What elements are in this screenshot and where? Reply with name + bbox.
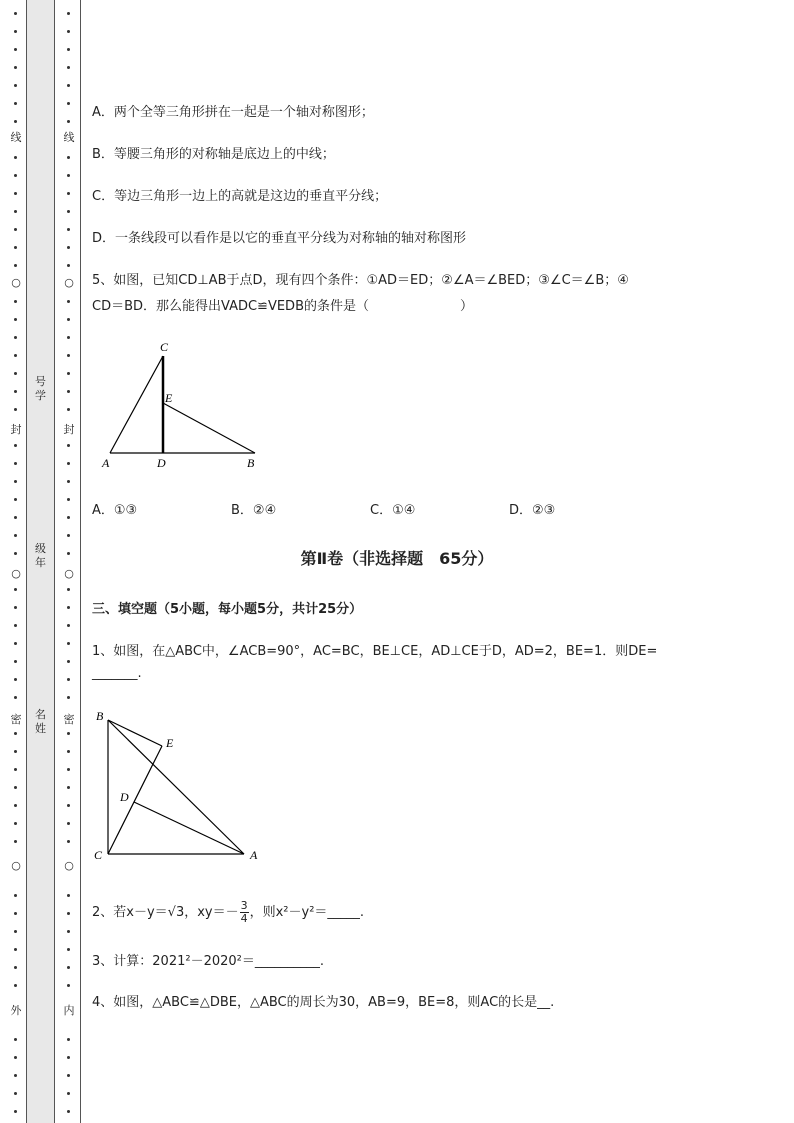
q4-option-c: C．等边三角形一边上的高就是这边的垂直平分线；: [92, 189, 388, 204]
left-binding-dot: [14, 300, 17, 303]
right-binding-dot: [67, 696, 70, 699]
left-binding-dot: [14, 840, 17, 843]
left-binding-dot: [14, 930, 17, 933]
fill2-frac-num: 3: [240, 899, 248, 912]
left-binding-dot: [14, 336, 17, 339]
right-binding-dot: [67, 1110, 70, 1113]
left-binding-dot: [14, 12, 17, 15]
right-binding-dot: [67, 264, 70, 267]
left-binding-mark: 密: [6, 714, 26, 726]
left-binding-dot: [14, 624, 17, 627]
fill1-label-d: D: [120, 790, 129, 804]
fill1-label-e: E: [166, 736, 174, 750]
right-binding-dot: [67, 678, 70, 681]
left-binding-dot: [14, 498, 17, 501]
left-binding-mark: ○: [6, 568, 26, 580]
q5-label-b: B: [247, 456, 255, 470]
left-binding-dot: [14, 318, 17, 321]
q4-option-d: D．一条线段可以看作是以它的垂直平分线为对称轴的轴对称图形: [92, 231, 467, 246]
left-binding-mark: 线: [6, 132, 26, 144]
part2-title: 第Ⅱ卷（非选择题 65分）: [300, 549, 494, 568]
left-binding-dot: [14, 894, 17, 897]
right-binding-dot: [67, 48, 70, 51]
left-binding-dot: [14, 948, 17, 951]
q5-label-c: C: [160, 340, 169, 354]
right-binding-mark: 线: [59, 132, 79, 144]
left-binding-mark: ○: [6, 860, 26, 872]
right-binding-dot: [67, 246, 70, 249]
q4-option-b: B．等腰三角形的对称轴是底边上的中线；: [92, 147, 335, 162]
right-binding-dot: [67, 966, 70, 969]
right-binding-dot: [67, 300, 70, 303]
right-binding-dot: [67, 912, 70, 915]
right-binding-dot: [67, 930, 70, 933]
right-binding-dot: [67, 1056, 70, 1059]
q5-label-a: A: [102, 456, 110, 470]
right-binding-dot: [67, 1074, 70, 1077]
right-binding-dot: [67, 1092, 70, 1095]
left-binding-dot: [14, 1092, 17, 1095]
left-binding-dot: [14, 678, 17, 681]
left-binding-dot: [14, 804, 17, 807]
right-binding-mark: ○: [59, 568, 79, 580]
right-binding-dot: [67, 588, 70, 591]
right-binding-dot: [67, 192, 70, 195]
right-binding-dot: [67, 120, 70, 123]
right-binding-dot: [67, 732, 70, 735]
left-binding-dot: [14, 192, 17, 195]
left-binding-dot: [14, 48, 17, 51]
left-binding-dot: [14, 30, 17, 33]
left-binding-dot: [14, 912, 17, 915]
left-binding-dot: [14, 228, 17, 231]
right-binding-dot: [67, 516, 70, 519]
right-binding-dot: [67, 318, 70, 321]
left-binding-dot: [14, 588, 17, 591]
right-binding-dot: [67, 66, 70, 69]
right-binding-dot: [67, 642, 70, 645]
right-binding-dot: [67, 1038, 70, 1041]
right-binding-mark: 内: [59, 1005, 79, 1017]
q5-stem-line2: CD＝BD．那么能得出VADC≌VEDB的条件是（ ）: [92, 299, 473, 314]
right-binding-dot: [67, 390, 70, 393]
left-binding-dot: [14, 174, 17, 177]
right-binding-mark: 封: [59, 424, 79, 436]
left-binding-dot: [14, 732, 17, 735]
right-binding-dot: [67, 102, 70, 105]
left-binding-dot: [14, 120, 17, 123]
right-binding-dot: [67, 660, 70, 663]
left-binding-dot: [14, 966, 17, 969]
right-binding-dot: [67, 228, 70, 231]
q5-label-e: E: [165, 391, 173, 405]
right-binding-dot: [67, 822, 70, 825]
left-binding-mark: 外: [6, 1005, 26, 1017]
right-binding-dot: [67, 210, 70, 213]
left-binding-dot: [14, 246, 17, 249]
left-binding-dot: [14, 606, 17, 609]
right-binding-dot: [67, 984, 70, 987]
fill2-suffix: ，则x²－y²＝_____.: [249, 905, 365, 920]
label-grade: 级年: [35, 542, 46, 569]
label-student-number: 号学: [35, 375, 46, 402]
left-dot-column: [6, 0, 26, 1123]
left-binding-dot: [14, 1074, 17, 1077]
right-binding-dot: [67, 894, 70, 897]
fill3: 3、计算：2021²－2020²＝__________.: [92, 954, 324, 969]
right-binding-mark: ○: [59, 277, 79, 289]
q5-option-d: D．②③: [509, 503, 556, 518]
left-binding-mark: 封: [6, 424, 26, 436]
left-binding-dot: [14, 1110, 17, 1113]
right-binding-dot: [67, 534, 70, 537]
fill1-line2: _______.: [92, 666, 142, 681]
left-binding-dot: [14, 552, 17, 555]
right-binding-dot: [67, 480, 70, 483]
q5-option-a: A．①③: [92, 503, 138, 518]
right-binding-dot: [67, 804, 70, 807]
left-binding-dot: [14, 66, 17, 69]
right-binding-dot: [67, 174, 70, 177]
left-binding-dot: [14, 264, 17, 267]
left-binding-dot: [14, 156, 17, 159]
left-binding-dot: [14, 822, 17, 825]
left-binding-dot: [14, 102, 17, 105]
left-binding-dot: [14, 696, 17, 699]
q5-figure: [100, 338, 270, 473]
left-binding-mark: ○: [6, 277, 26, 289]
binding-margin: [0, 0, 82, 1123]
left-binding-dot: [14, 786, 17, 789]
right-binding-mark: 密: [59, 714, 79, 726]
right-binding-mark: ○: [59, 860, 79, 872]
fill2: [92, 900, 364, 925]
right-binding-dot: [67, 336, 70, 339]
right-binding-dot: [67, 948, 70, 951]
q5-option-b: B．②④: [231, 503, 277, 518]
fill2-prefix: 2、若x－y＝√3，xy＝－: [92, 905, 239, 920]
right-binding-dot: [67, 606, 70, 609]
left-binding-dot: [14, 750, 17, 753]
fill1-label-c: C: [94, 848, 103, 862]
label-name: 名姓: [35, 708, 46, 735]
right-binding-dot: [67, 12, 70, 15]
left-binding-dot: [14, 210, 17, 213]
left-binding-dot: [14, 660, 17, 663]
right-binding-dot: [67, 372, 70, 375]
right-binding-dot: [67, 768, 70, 771]
left-binding-dot: [14, 84, 17, 87]
right-binding-dot: [67, 786, 70, 789]
fill1-line1: 1、如图，在△ABC中，∠ACB=90°，AC=BC，BE⊥CE，AD⊥CE于D，AD=2，BE=1．则DE=: [92, 644, 658, 659]
right-binding-dot: [67, 408, 70, 411]
binding-rule: [80, 0, 81, 1123]
left-binding-dot: [14, 534, 17, 537]
right-binding-dot: [67, 624, 70, 627]
left-binding-dot: [14, 390, 17, 393]
left-binding-dot: [14, 516, 17, 519]
right-binding-dot: [67, 498, 70, 501]
left-binding-dot: [14, 1038, 17, 1041]
section3-title: 三、填空题（5小题，每小题5分，共计25分）: [92, 602, 363, 617]
left-binding-dot: [14, 354, 17, 357]
q5-stem-line1: 5、如图，已知CD⊥AB于点D，现有四个条件：①AD＝ED；②∠A＝∠BED；③∠C＝∠B；④: [92, 273, 629, 288]
left-binding-dot: [14, 372, 17, 375]
student-info-strip: [26, 0, 55, 1123]
right-binding-dot: [67, 444, 70, 447]
left-binding-dot: [14, 1056, 17, 1059]
right-binding-dot: [67, 552, 70, 555]
right-binding-dot: [67, 156, 70, 159]
left-binding-dot: [14, 984, 17, 987]
left-binding-dot: [14, 642, 17, 645]
fill1-figure: [94, 706, 274, 866]
left-binding-dot: [14, 768, 17, 771]
right-binding-dot: [67, 462, 70, 465]
right-binding-dot: [67, 84, 70, 87]
fill1-label-b: B: [96, 709, 104, 723]
fill2-frac-den: 4: [240, 912, 248, 925]
right-binding-dot: [67, 840, 70, 843]
fill1-label-a: A: [250, 848, 258, 862]
left-binding-dot: [14, 408, 17, 411]
left-binding-dot: [14, 480, 17, 483]
right-binding-dot: [67, 750, 70, 753]
left-binding-dot: [14, 444, 17, 447]
left-binding-dot: [14, 462, 17, 465]
fill4: 4、如图，△ABC≌△DBE，△ABC的周长为30，AB=9，BE=8，则AC的长是__.: [92, 995, 555, 1010]
q5-label-d: D: [157, 456, 166, 470]
fill2-fraction: [240, 900, 249, 925]
right-dot-column: [59, 0, 79, 1123]
right-binding-dot: [67, 354, 70, 357]
q4-option-a: A．两个全等三角形拼在一起是一个轴对称图形；: [92, 105, 374, 120]
q5-option-c: C．①④: [370, 503, 416, 518]
right-binding-dot: [67, 30, 70, 33]
